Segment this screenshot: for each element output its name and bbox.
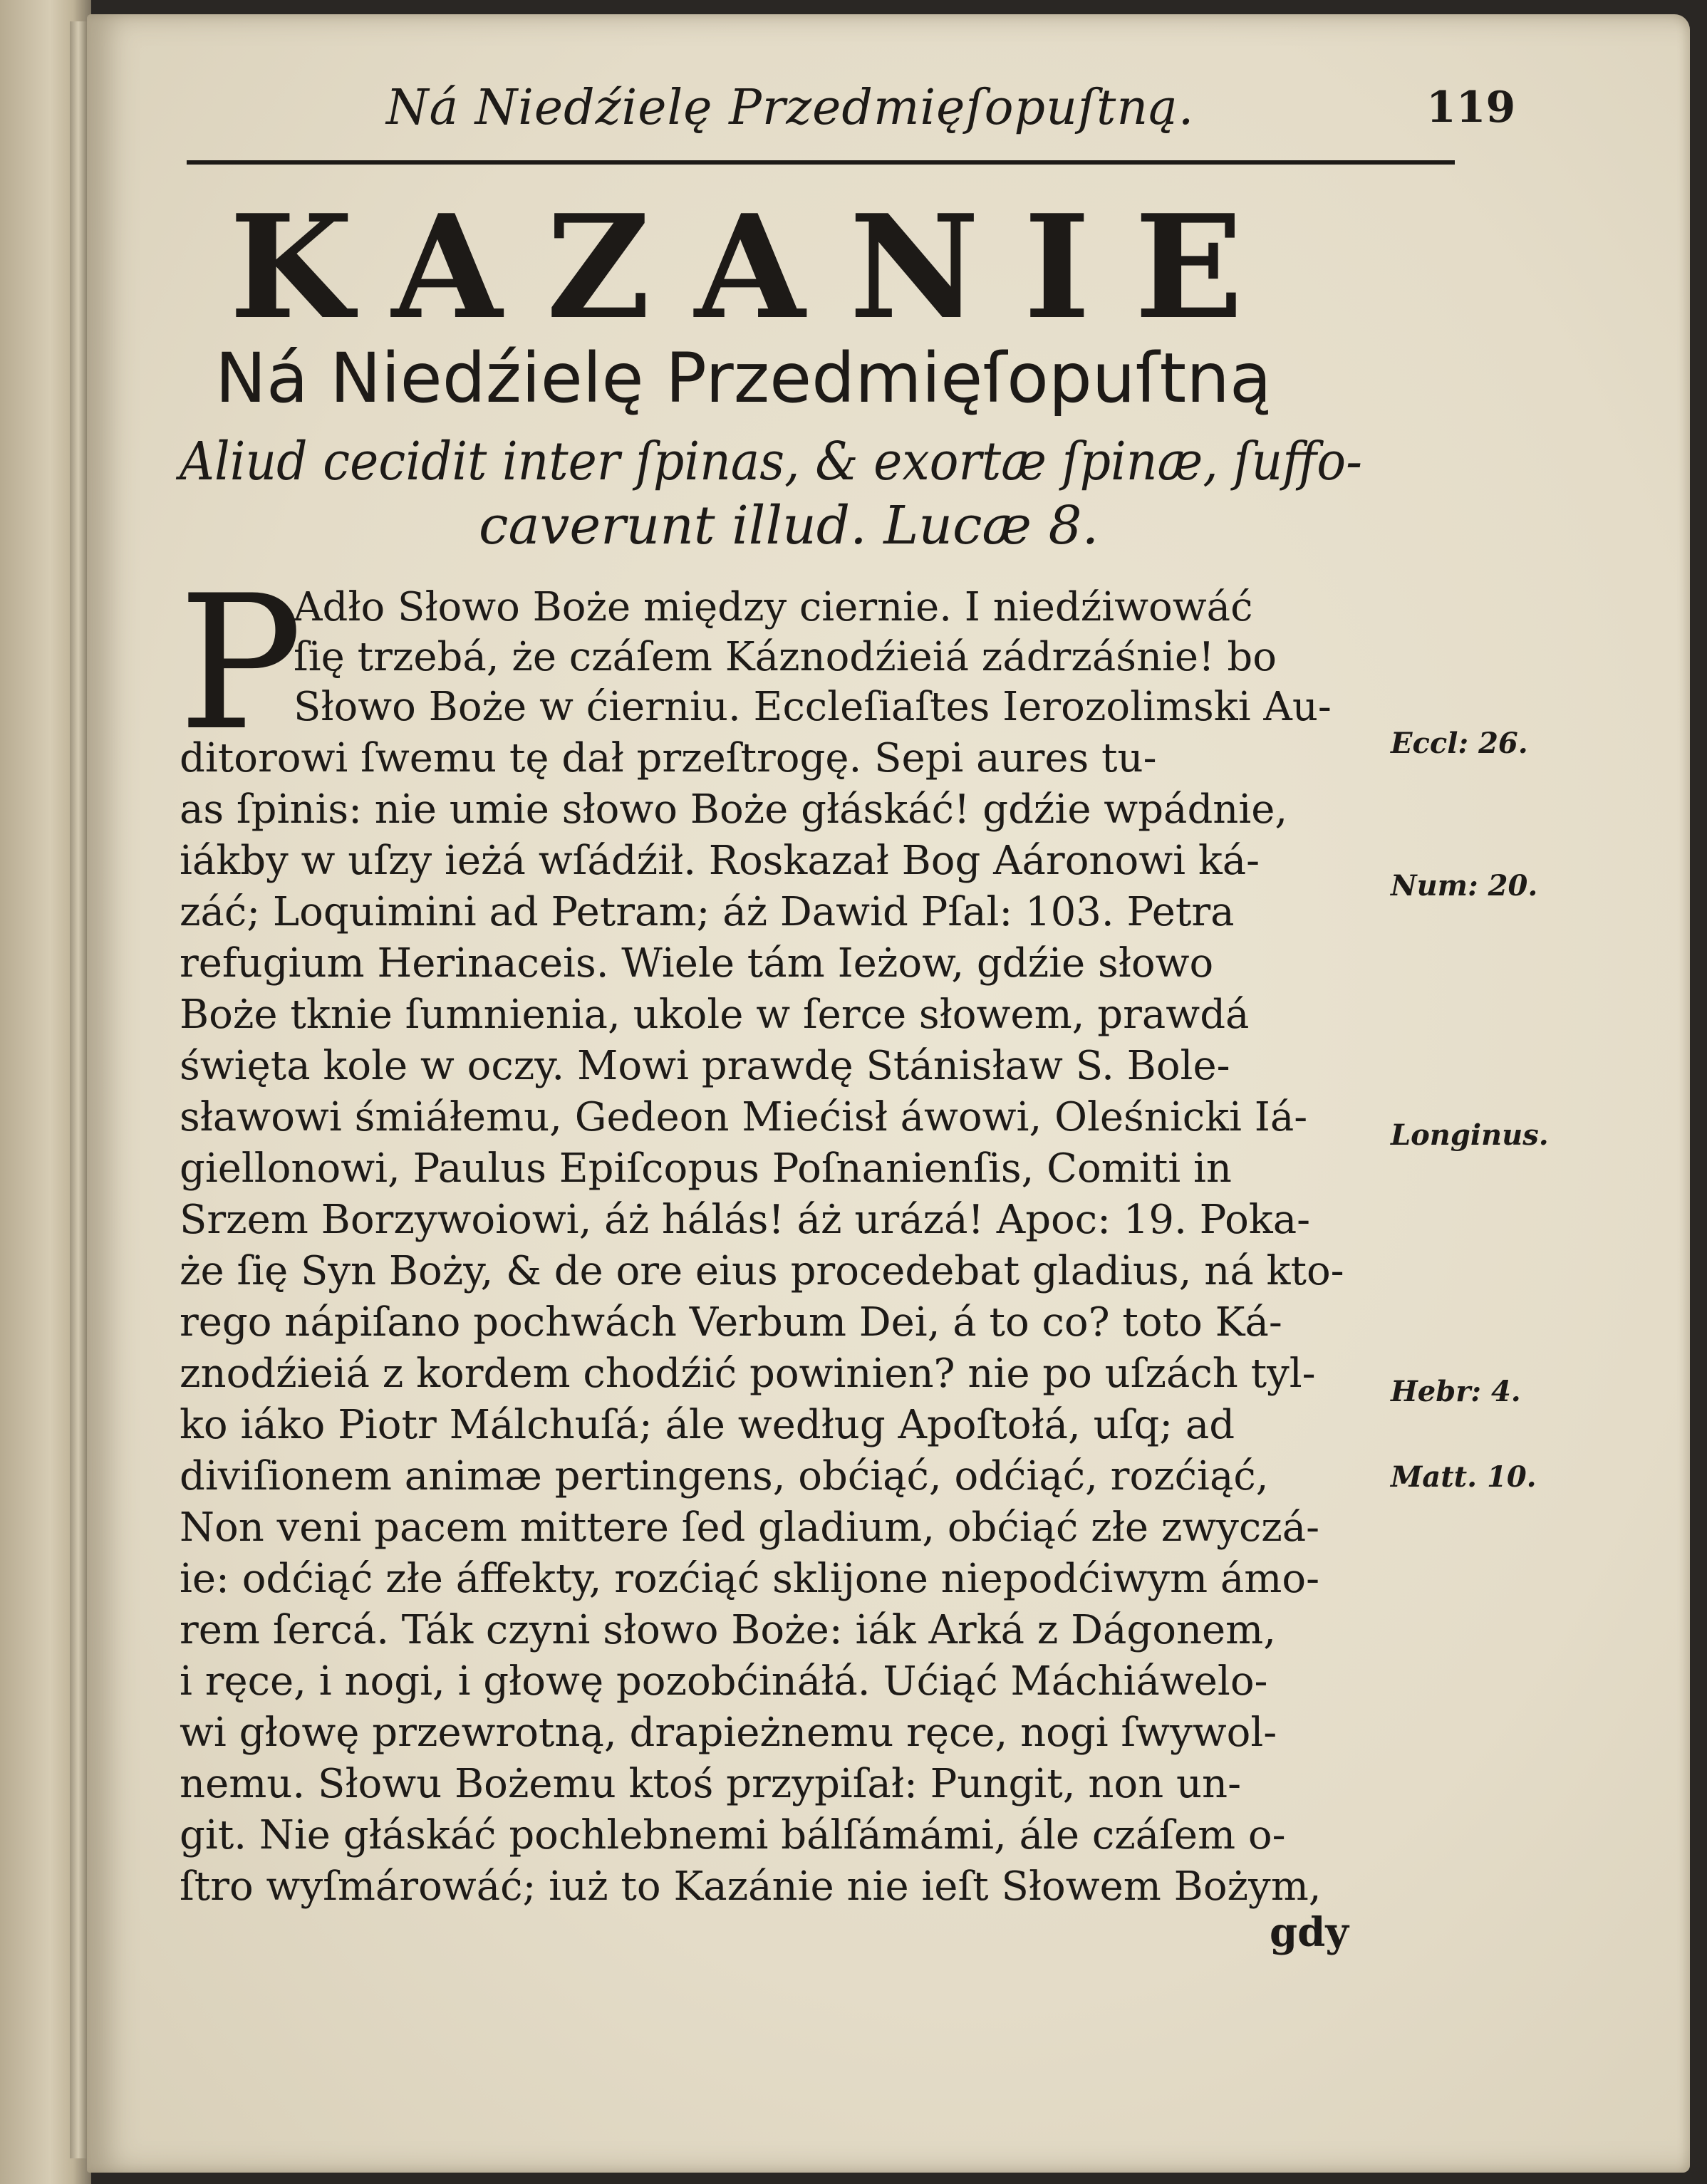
body-line: diviſionem animæ pertingens, obćiąć, odćiąć, rozćiąć, xyxy=(180,1453,1269,1499)
catchword: gdy xyxy=(1270,1909,1349,1956)
sermon-title: KAZANIE xyxy=(229,184,1287,351)
page-number: 119 xyxy=(1426,83,1516,132)
margin-note: Hebr: 4. xyxy=(1391,1375,1521,1408)
body-line: giellonowi, Paulus Epiſcopus Poſnanienſis, Comiti in xyxy=(180,1145,1232,1192)
drop-cap: P xyxy=(178,556,303,771)
body-line: Srzem Borzywoiowi, áż hálás! áż urázá! Apoc: 19. Poka- xyxy=(180,1197,1311,1243)
running-head: Ná Niedźielę Przedmięſopuſtną. xyxy=(386,80,1195,136)
body-line: ie: odćiąć złe áffekty, rozćiąć sklijone niepodćiwym ámo- xyxy=(180,1556,1320,1602)
body-line: sławowi śmiáłemu, Gedeon Miećisł áwowi, Oleśnicki Iá- xyxy=(180,1094,1308,1140)
body-line: Adło Słowo Boże między ciernie. I niedźiwowáć xyxy=(294,584,1253,630)
page-gutter xyxy=(70,21,87,2158)
header-rule xyxy=(187,160,1455,165)
body-line: znodźieiá z kordem chodźić powinien? nie po uſzách tyl- xyxy=(180,1351,1316,1397)
body-line: as ſpinis: nie umie słowo Boże głáskáć! gdźie wpádnie, xyxy=(180,786,1288,833)
body-line: rego nápiſano pochwách Verbum Dei, á to co? toto Ká- xyxy=(180,1299,1282,1346)
epigraph-line: Aliud cecidit inter ſpinas, & exortæ ſpinæ, ſuffo- xyxy=(180,431,1363,492)
body-line: Non veni pacem mittere ſed gladium, obćiąć złe zwyczá- xyxy=(180,1504,1320,1551)
body-line: ko iáko Piotr Málchuſá; ále według Apoſtołá, uſq; ad xyxy=(180,1402,1235,1448)
body-line: ſię trzebá, że czáſem Káznodźieiá zádrzáśnie! bo xyxy=(294,634,1277,680)
sermon-subtitle: Ná Niedźielę Przedmięſopuſtną xyxy=(215,338,1272,418)
body-line: nemu. Słowu Bożemu ktoś przypiſał: Pungit, non un- xyxy=(180,1761,1242,1807)
body-line: Boże tknie ſumnienia, ukole w ſerce słowem, prawdá xyxy=(180,992,1250,1038)
body-line: wi głowę przewrotną, drapieżnemu ręce, nogi ſwywol- xyxy=(180,1710,1277,1756)
body-line: że ſię Syn Boży, & de ore eius procedebat gladius, ná kto- xyxy=(180,1248,1344,1294)
body-line: refugium Herinaceis. Wiele tám Ieżow, gdźie słowo xyxy=(180,940,1214,987)
body-line: święta kole w oczy. Mowi prawdę Stánisław S. Bole- xyxy=(180,1043,1230,1089)
margin-note: Longinus. xyxy=(1391,1118,1549,1152)
margin-note: Eccl: 26. xyxy=(1391,727,1528,760)
body-line: Słowo Boże w ćierniu. Eccleſiaſtes Ierozolimski Au- xyxy=(294,684,1332,730)
body-line: ſtro wyſmárowáć; iuż to Kazánie nie ieſt Słowem Bożym, xyxy=(180,1863,1322,1910)
margin-note: Num: 20. xyxy=(1391,869,1538,903)
body-line: iákby w uſzy ieżá wſádźił. Roskazał Bog Aáronowi ká- xyxy=(180,838,1260,884)
body-line: rem ſercá. Ták czyni słowo Boże: iák Arká z Dágonem, xyxy=(180,1607,1277,1653)
body-line: záć; Loquimini ad Petram; áż Dawid Pſal: 103. Petra xyxy=(180,889,1235,935)
body-line: i ręce, i nogi, i głowę pozobćináłá. Ućiąć Máchiáwelo- xyxy=(180,1658,1268,1705)
margin-note: Matt. 10. xyxy=(1391,1460,1537,1494)
epigraph-line: caverunt illud. Lucæ 8. xyxy=(479,495,1099,556)
body-line: ditorowi ſwemu tę dał przeſtrogę. Sepi aures tu- xyxy=(180,735,1157,781)
body-line: git. Nie głáskáć pochlebnemi bálſámámi, ále czáſem o- xyxy=(180,1812,1286,1858)
book-page xyxy=(87,14,1690,2173)
